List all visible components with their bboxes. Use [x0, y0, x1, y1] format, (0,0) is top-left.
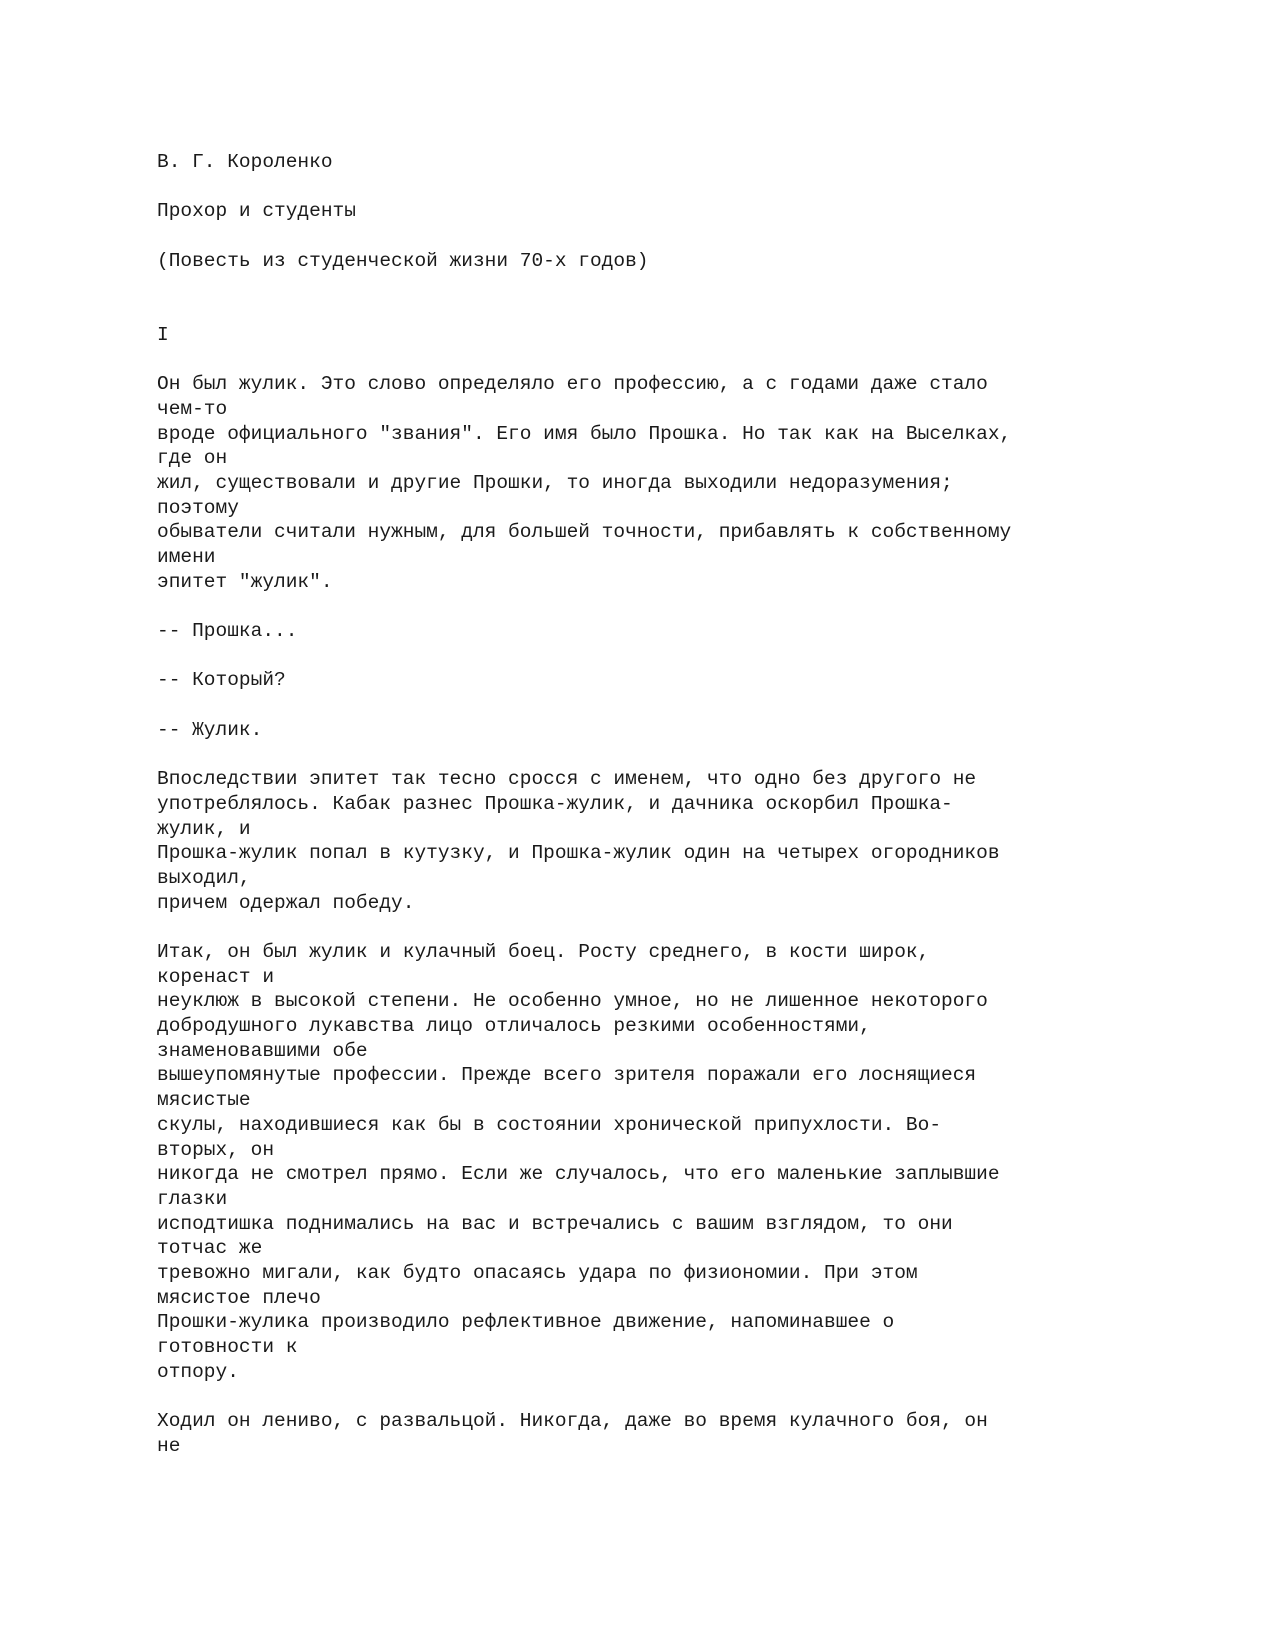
- paragraph-line: Прошки-жулика производило рефлективное движение, напоминавшее о: [157, 1311, 895, 1334]
- paragraph-line: мясистое плечо: [157, 1286, 321, 1309]
- paragraph-line: мясистые: [157, 1089, 251, 1112]
- paragraph-line: Ходил он лениво, с развальцой. Никогда, даже во время кулачного боя, он: [157, 1410, 988, 1433]
- subtitle-line: (Повесть из студенческой жизни 70-х годов): [157, 249, 649, 272]
- paragraph-line: добродушного лукавства лицо отличалось резкими особенностями,: [157, 1015, 871, 1038]
- chapter-number: I: [157, 323, 169, 346]
- paragraph-line: вышеупомянутые профессии. Прежде всего зрителя поражали его лоснящиеся: [157, 1064, 977, 1087]
- paragraph-line: Он был жулик. Это слово определяло его профессию, а с годами даже стало: [157, 373, 988, 396]
- paragraph-line: причем одержал победу.: [157, 891, 415, 914]
- paragraph-line: Итак, он был жулик и кулачный боец. Росту среднего, в кости широк,: [157, 941, 930, 964]
- dialogue-line: [157, 619, 1217, 644]
- paragraph-line: поэтому: [157, 496, 239, 519]
- paragraph-line: Впоследствии эпитет так тесно сросся с именем, что одно без другого не: [157, 768, 977, 791]
- paragraph-line: знаменовавшими обе: [157, 1039, 368, 1062]
- paragraph: [157, 1409, 1217, 1458]
- paragraph-line: чем-то: [157, 397, 228, 420]
- paragraph-line: коренаст и: [157, 965, 275, 988]
- paragraph-line: тотчас же: [157, 1237, 263, 1260]
- paragraph-line: -- Который?: [157, 669, 286, 692]
- document-text: [157, 150, 1217, 1458]
- paragraph-line: тревожно мигали, как будто опасаясь удара по физиономии. При этом: [157, 1261, 918, 1284]
- paragraph-line: готовности к: [157, 1336, 298, 1359]
- paragraph-line: выходил,: [157, 866, 251, 889]
- paragraph-line: жил, существовали и другие Прошки, то иногда выходили недоразумения;: [157, 471, 953, 494]
- paragraph-line: не: [157, 1434, 181, 1457]
- paragraph-line: жулик, и: [157, 817, 251, 840]
- paragraph: [157, 940, 1217, 1384]
- paragraph-line: Прошка-жулик попал в кутузку, и Прошка-жулик один на четырех огородников: [157, 842, 1000, 865]
- paragraph: [157, 767, 1217, 915]
- author-line: В. Г. Короленко: [157, 151, 333, 173]
- paragraph-line: никогда не смотрел прямо. Если же случалось, что его маленькие заплывшие: [157, 1163, 1000, 1186]
- paragraph-line: отпору.: [157, 1360, 239, 1383]
- dialogue-line: [157, 718, 1217, 743]
- paragraph-line: где он: [157, 447, 228, 470]
- paragraph-line: вторых, он: [157, 1138, 275, 1161]
- paragraph-line: неуклюж в высокой степени. Не особенно умное, но не лишенное некоторого: [157, 990, 988, 1013]
- paragraph-line: глазки: [157, 1187, 228, 1210]
- paragraph-line: эпитет "жулик".: [157, 570, 333, 593]
- paragraph: [157, 372, 1217, 594]
- dialogue-line: [157, 668, 1217, 693]
- paragraph-line: -- Прошка...: [157, 620, 298, 643]
- paragraph-line: употреблялось. Кабак разнес Прошка-жулик, и дачника оскорбил Прошка-: [157, 792, 953, 815]
- paragraph-line: обыватели считали нужным, для большей точности, прибавлять к собственному: [157, 521, 1012, 544]
- paragraph-line: вроде официального "звания". Его имя было Прошка. Но так как на Выселках,: [157, 422, 1012, 445]
- paragraph-line: исподтишка поднимались на вас и встречались с вашим взглядом, то они: [157, 1212, 953, 1235]
- paragraph-line: скулы, находившиеся как бы в состоянии хронической припухлости. Во-: [157, 1113, 942, 1136]
- paragraph-line: -- Жулик.: [157, 718, 263, 741]
- title-line: Прохор и студенты: [157, 200, 356, 223]
- paragraph-line: имени: [157, 546, 216, 569]
